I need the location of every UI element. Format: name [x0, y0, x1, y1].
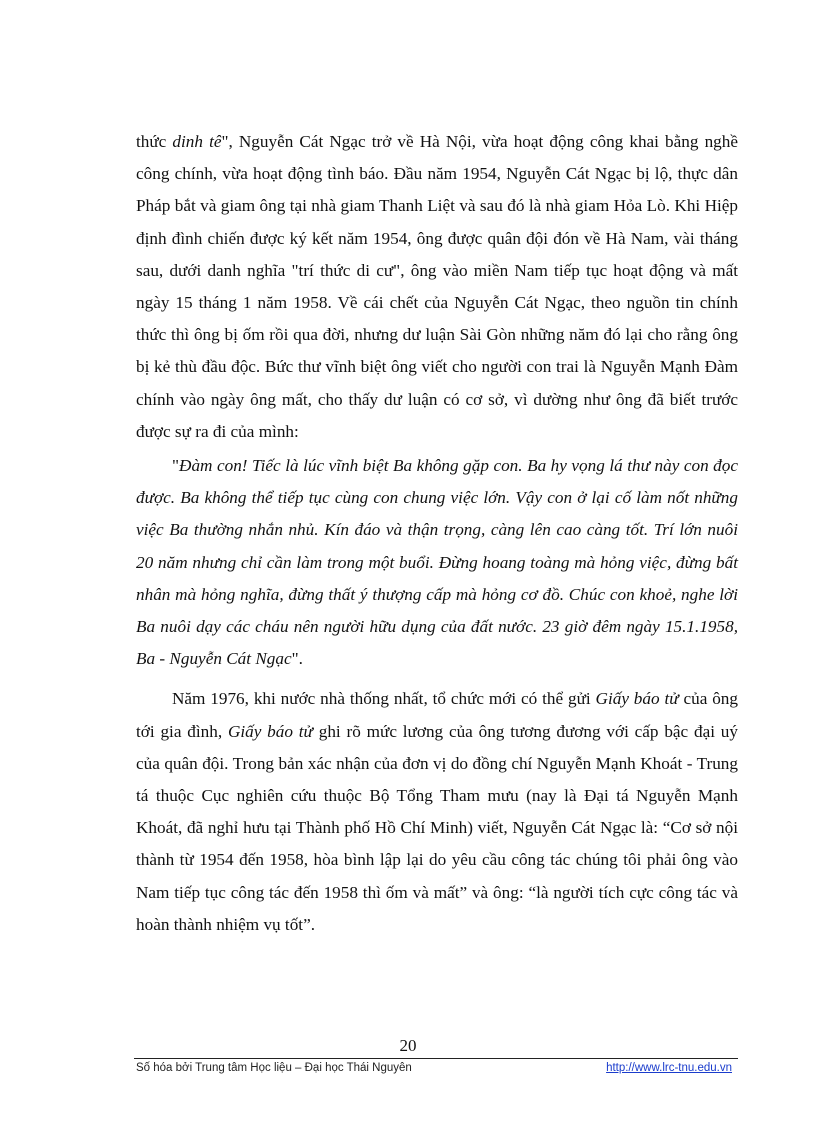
paragraph-text: ", Nguyễn Cát Ngạc trở về Hà Nội, vừa hoạt động công khai bằng nghề công chính, vừa hoạt động tình báo. Đầu năm 1954, Nguyễn Cát Ngạc bị lộ, thực dân Pháp bắt và giam ông tại nhà giam Thanh Liệt và sau đó là nhà giam Hỏa Lò. Khi Hiệp định đình chiến được ký kết năm 1954, ông được quân đội đón về Hà Nam, vài tháng sau, dưới danh nghĩa "trí thức di cư", ông vào miền Nam tiếp tục hoạt động và mất ngày 15 tháng 1 năm 1958. Về cái chết của Nguyễn Cát Ngạc, theo nguồn tin chính thức thì ông bị ốm rồi qua đời, nhưng dư luận Sài Gòn những năm đó lại cho rằng ông bị kẻ thù đầu độc. Bức thư vĩnh biệt ông viết cho người con trai là Nguyễn Mạnh Đàm chính vào ngày ông mất, cho thấy dư luận có cơ sở, vì dường như ông đã biết trước được sự ra đi của mình: — [136, 132, 738, 441]
italic-term: Giấy báo tử — [595, 689, 679, 709]
paragraph-text: ghi rõ mức lương của ông tương đương với cấp bậc đại uý của quân đội. Trong bản xác nhận của đơn vị do đồng chí Nguyễn Mạnh Khoát - Trung tá thuộc Cục nghiên cứu thuộc Bộ Tổng Tham mưu (nay là Đại tá Nguyễn Mạnh Khoát, đã nghỉ hưu tại Thành phố Hồ Chí Minh) viết, Nguyễn Cát Ngạc là: “Cơ sở nội thành từ 1954 đến 1958, hòa bình lập lại do yêu cầu công tác chúng tôi phải ông vào Nam tiếp tục công tác đến 1958 thì ốm và mất” và ông: “là người tích cực công tác và hoàn thành nhiệm vụ tốt”. — [136, 721, 738, 934]
page-number: 20 — [399, 1036, 417, 1055]
footer-link[interactable]: http://www.lrc-tnu.edu.vn — [606, 1062, 732, 1074]
body-text — [136, 126, 738, 941]
italic-term: dinh tê — [172, 132, 222, 151]
paragraph-text: của ông tới gia đình, — [136, 689, 738, 741]
paragraph-1976 — [136, 683, 738, 941]
footer-divider — [134, 1058, 738, 1059]
letter-quote — [136, 450, 738, 675]
paragraph-text: Năm 1976, khi nước nhà thống nhất, tổ chức mới có thể gửi — [172, 689, 596, 709]
footer-credit: Số hóa bởi Trung tâm Học liệu – Đại học Thái Nguyên — [136, 1062, 412, 1074]
quote-open-mark: " — [172, 456, 180, 476]
quote-close-mark: ". — [291, 649, 303, 669]
italic-term: Giấy báo tử — [227, 721, 313, 741]
paragraph-continuation — [136, 126, 738, 448]
paragraph-lead-text: thức — [136, 132, 173, 151]
quote-text: Đàm con! Tiếc là lúc vĩnh biệt Ba không gặp con. Ba hy vọng lá thư này con đọc được. Ba không thể tiếp tục cùng con chung việc lớn. Vậy con ở lại cố làm nốt những việc Ba thường nhắn nhủ. Kín đáo và thận trọng, càng lên cao càng tốt. Trí lớn nuôi 20 năm nhưng chỉ cần làm trong một buổi. Đừng hoang toàng mà hỏng việc, đừng bất nhân mà hỏng nghĩa, đừng thất ý thượng cấp mà hỏng cơ đồ. Chúc con khoẻ, nghe lời Ba nuôi dạy các cháu nên người hữu dụng của đất nước. 23 giờ đêm ngày 15.1.1958, Ba - Nguyễn Cát Ngạc — [136, 456, 738, 669]
